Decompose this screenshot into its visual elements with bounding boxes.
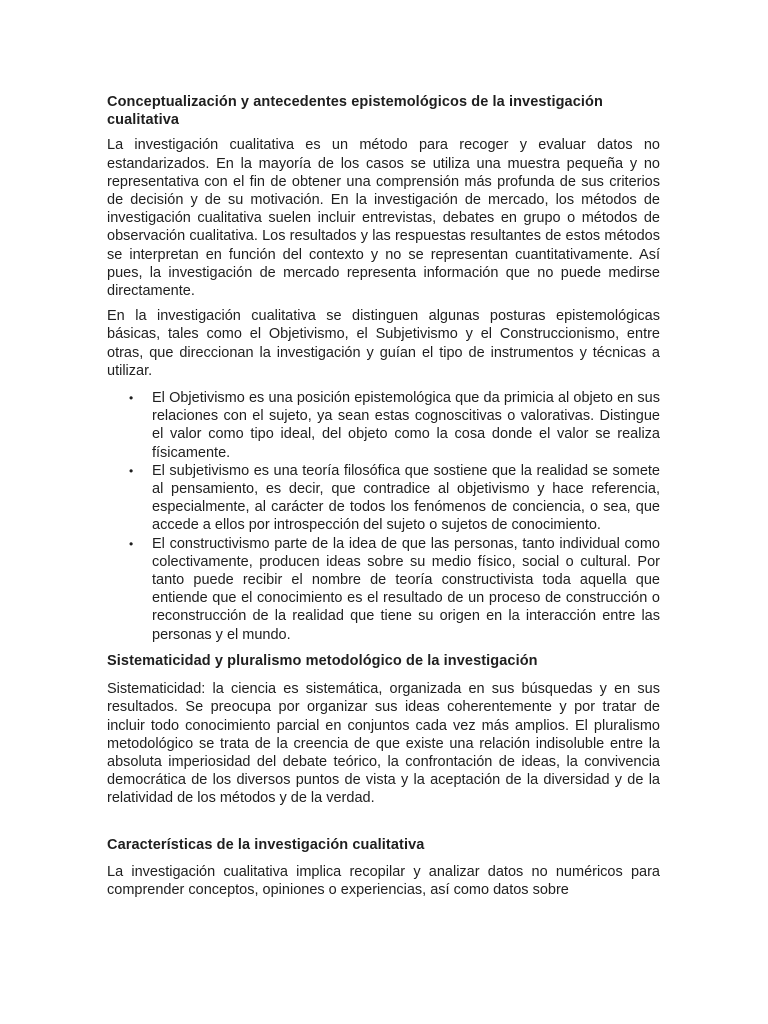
list-item-subjetivismo: [107, 462, 660, 535]
paragraph-posturas: En la investigación cualitativa se distinguen algunas posturas epistemológicas básicas, tales como el Objetivismo, el Subjetivismo y el Construccionismo, entre otras, que direccionan la investigación y guían el tipo de instrumentos y técnicas a utilizar.: [107, 308, 660, 379]
section-heading-conceptualizacion: Conceptualización y antecedentes epistemológicos de la investigación cualitativa: [107, 94, 603, 129]
list-item-text: El subjetivismo es una teoría filosófica que sostiene que la realidad se somete al pensamiento, es decir, que contradice al objetivismo y hace referencia, especialmente, al carácter de todos los fenómenos de conciencia, o sea, que accede a ellos por introspección del sujeto o sujetos de conocimiento.: [152, 462, 660, 534]
list-item-constructivismo: [107, 535, 660, 644]
document-page: [107, 93, 660, 899]
section-heading-sistematicidad: Sistematicidad y pluralismo metodológico de la investigación: [107, 652, 538, 669]
list-item-text: El constructivismo parte de la idea de que las personas, tanto individual como colectivamente, producen ideas sobre su medio físico, social o cultural. Por tanto puede recibir el nombre de teoría constructivista toda aquella que entiende que el conocimiento es el resultado de un proceso de construcción o reconstrucción de la realidad que tiene su origen en la interacción entre las personas y el mundo.: [152, 535, 660, 643]
epistemological-postures-list: [107, 389, 660, 644]
bullet-icon: •: [129, 391, 134, 406]
bullet-icon: •: [129, 463, 134, 478]
list-item-text: El Objetivismo es una posición epistemológica que da primicia al objeto en sus relaciones con el sujeto, ya sean estas cognoscitivas o valorativas. Distingue el valor como tipo ideal, del objeto como la cosa donde el valor se realiza físicamente.: [152, 390, 660, 461]
list-item-objetivismo: [107, 389, 660, 462]
bullet-icon: •: [129, 536, 134, 551]
paragraph-sistematicidad: Sistematicidad: la ciencia es sistemática, organizada en sus búsquedas y en sus resultados. Se preocupa por organizar sus ideas coherentemente y por tratar de incluir todo conocimiento parcial en conjuntos cada vez más amplios. El pluralismo metodológico se trata de la creencia de que existe una relación indisoluble entre la absoluta imperiosidad del debate teórico, la confrontación de ideas, la convivencia democrática de los diversos puntos de vista y la aceptación de la diversidad y de la relatividad de los métodos y de la verdad.: [107, 681, 660, 807]
paragraph-caracteristicas: La investigación cualitativa implica recopilar y analizar datos no numéricos para comprender conceptos, opiniones o experiencias, así como datos sobre: [107, 863, 660, 898]
section-heading-caracteristicas: Características de la investigación cualitativa: [107, 836, 425, 853]
paragraph-definicion: La investigación cualitativa es un método para recoger y evaluar datos no estandarizados. En la mayoría de los casos se utiliza una muestra pequeña y no representativa con el fin de obtener una comprensión más profunda de sus criterios de decisión y de su motivación. En la investigación de mercado, los métodos de investigación cualitativa suelen incluir entrevistas, debates en grupo o métodos de observación cualitativa. Los resultados y las respuestas resultantes de estos métodos se interpretan en función del contexto y no se representan cuantitativamente. Así pues, la investigación de mercado representa información que no puede medirse directamente.: [107, 137, 660, 300]
